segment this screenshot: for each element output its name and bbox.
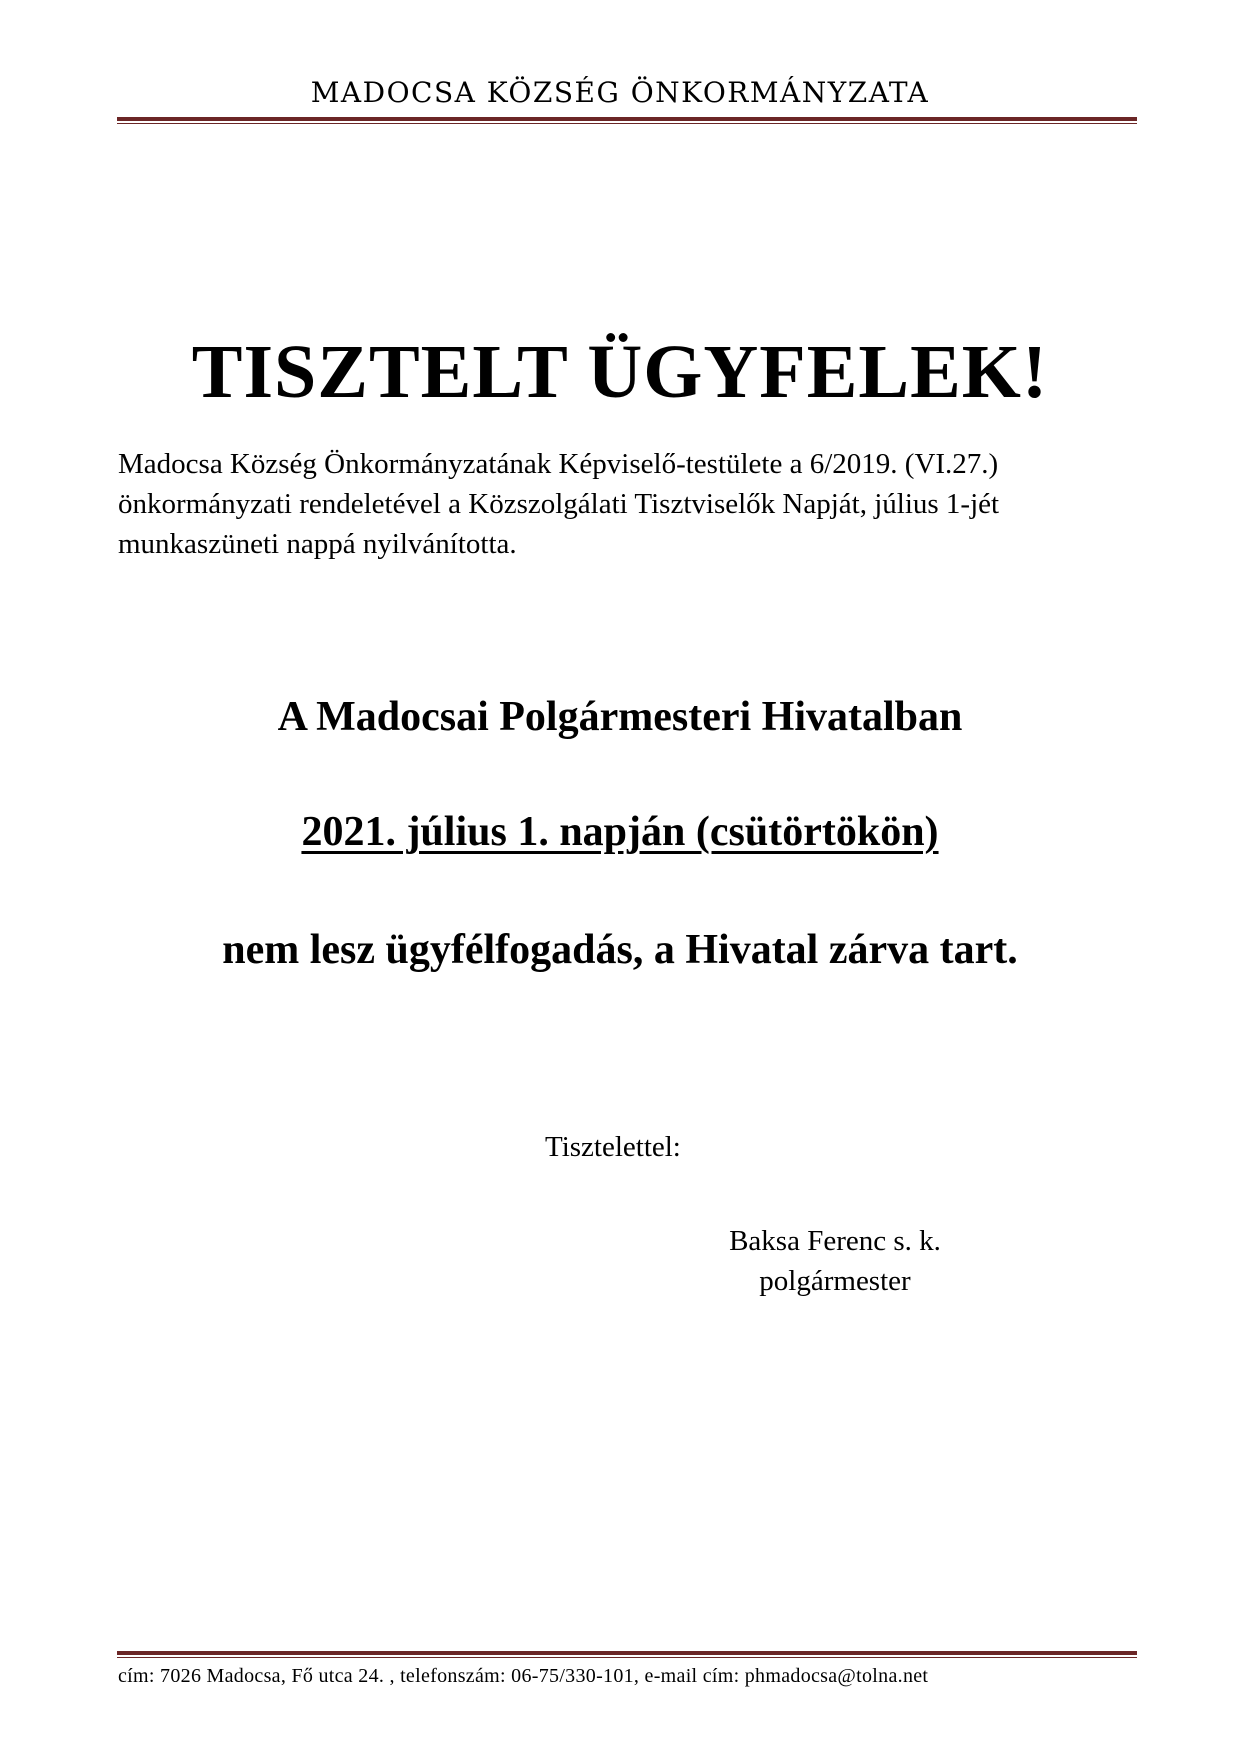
intro-line: munkaszüneti nappá nyilvánította.	[118, 528, 517, 560]
header-divider	[117, 117, 1137, 124]
footer-divider	[117, 1651, 1137, 1658]
intro-line: önkormányzati rendeletével a Közszolgálati Tisztviselők Napját, július 1-jét	[118, 488, 1000, 520]
notice-date: 2021. július 1. napján (csütörtökön)	[301, 809, 939, 855]
footer-contact: cím: 7026 Madocsa, Fő utca 24. , telefonszám: 06-75/330-101, e-mail cím: phmadocsa@tolna.net	[118, 1665, 929, 1687]
page-title: TISZTELT ÜGYFELEK!	[191, 329, 1049, 414]
signature-block	[690, 1221, 980, 1301]
notice-closure: nem lesz ügyfélfogadás, a Hivatal zárva tart.	[222, 927, 1018, 973]
signatory-role: polgármester	[759, 1265, 911, 1297]
signatory-name: Baksa Ferenc s. k.	[729, 1225, 941, 1257]
closing-salutation: Tisztelettel:	[545, 1131, 681, 1163]
intro-line: Madocsa Község Önkormányzatának Képviselő-testülete a 6/2019. (VI.27.)	[118, 448, 999, 480]
letterhead-title: MADOCSA KÖZSÉG ÖNKORMÁNYZATA	[310, 76, 930, 109]
intro-paragraph	[118, 444, 1128, 564]
notice-office: A Madocsai Polgármesteri Hivatalban	[277, 694, 963, 740]
